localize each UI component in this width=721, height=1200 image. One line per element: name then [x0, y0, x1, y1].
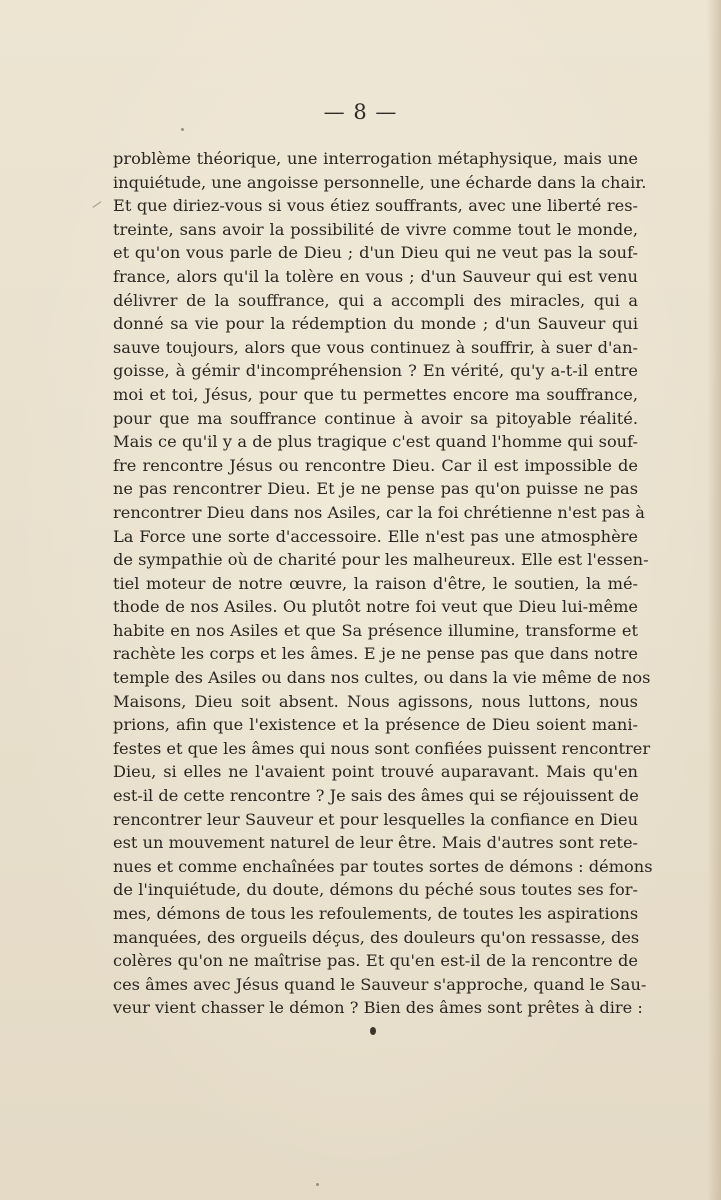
text-line: Dieu, si elles ne l'avaient point trouvé auparavant. Mais qu'en	[113, 762, 638, 782]
text-line: ne pas rencontrer Dieu. Et je ne pense pas qu'on puisse ne pas	[113, 479, 638, 499]
text-line: treinte, sans avoir la possibilité de vivre comme tout le monde,	[113, 219, 638, 239]
text-line: nues et comme enchaînées par toutes sortes de démons : démons	[113, 856, 653, 876]
text-line: de l'inquiétude, du doute, démons du péché sous toutes ses for-	[113, 880, 638, 900]
text-line: La Force une sorte d'accessoire. Elle n'est pas une atmosphère	[113, 526, 638, 546]
text-line: Maisons, Dieu soit absent. Nous agissons, nous luttons, nous	[113, 691, 638, 711]
text-line: goisse, à gémir d'incompréhension ? En vérité, qu'y a-t-il entre	[113, 361, 638, 381]
text-line: moi et toi, Jésus, pour que tu permettes encore ma souffrance,	[113, 384, 638, 404]
text-line: colères qu'on ne maîtrise pas. Et qu'en est-il de la rencontre de	[113, 951, 638, 971]
text-line: Mais ce qu'il y a de plus tragique c'est quand l'homme qui souf-	[113, 432, 638, 452]
text-line: fre rencontre Jésus ou rencontre Dieu. Car il est impossible de	[113, 455, 638, 475]
text-line: et qu'on vous parle de Dieu ; d'un Dieu qui ne veut pas la souf-	[113, 243, 638, 263]
text-line: sauve toujours, alors que vous continuez à souffrir, à suer d'an-	[113, 337, 638, 357]
text-line: pour que ma souffrance continue à avoir sa pitoyable réalité.	[113, 408, 638, 428]
text-line: délivrer de la souffrance, qui a accompli des miracles, qui a	[113, 290, 638, 310]
text-line: festes et que les âmes qui nous sont confiées puissent rencontrer	[113, 738, 651, 758]
text-line: rencontrer Dieu dans nos Asiles, car la foi chrétienne n'est pas à	[113, 502, 645, 522]
text-line: est-il de cette rencontre ? Je sais des âmes qui se réjouissent de	[113, 786, 639, 806]
text-line: inquiétude, une angoisse personnelle, une écharde dans la chair.	[113, 172, 647, 192]
text-line: ces âmes avec Jésus quand le Sauveur s'approche, quand le Sau-	[113, 974, 647, 994]
text-line: rencontrer leur Sauveur et pour lesquelles la confiance en Dieu	[113, 809, 638, 829]
page-number: — 8 —	[323, 100, 398, 124]
text-line: rachète les corps et les âmes. E je ne pense pas que dans notre	[113, 644, 638, 664]
text-line: donné sa vie pour la rédemption du monde ; d'un Sauveur qui	[113, 314, 638, 334]
text-line: tiel moteur de notre œuvre, la raison d'être, le soutien, la mé-	[113, 573, 638, 593]
ornament-mark	[370, 1027, 376, 1035]
text-line: manquées, des orgueils déçus, des douleurs qu'on ressasse, des	[113, 927, 640, 947]
page-edge-shadow	[707, 0, 721, 1200]
text-line: habite en nos Asiles et que Sa présence illumine, transforme et	[113, 620, 638, 640]
text-line: temple des Asiles ou dans nos cultes, ou dans la vie même de nos	[113, 668, 651, 688]
text-line: est un mouvement naturel de leur être. Mais d'autres sont rete-	[113, 833, 638, 853]
paper-speck	[316, 1183, 319, 1186]
text-line: Et que diriez-vous si vous étiez souffrants, avec une liberté res-	[113, 196, 638, 216]
text-line: prions, afin que l'existence et la présence de Dieu soient mani-	[113, 715, 638, 735]
text-line: de sympathie où de charité pour les malheureux. Elle est l'essen-	[113, 550, 649, 570]
text-line: mes, démons de tous les refoulements, de toutes les aspirations	[113, 904, 639, 923]
text-line: thode de nos Asiles. Ou plutôt notre foi veut que Dieu lui-même	[113, 597, 638, 617]
body-paragraph	[113, 147, 653, 1020]
text-line: problème théorique, une interrogation métaphysique, mais une	[113, 149, 638, 168]
text-line: veur vient chasser le démon ? Bien des âmes sont prêtes à dire :	[113, 998, 643, 1018]
pencil-mark	[93, 201, 102, 208]
text-line: france, alors qu'il la tolère en vous ; d'un Sauveur qui est venu	[113, 266, 638, 286]
paper-speck	[181, 128, 184, 131]
